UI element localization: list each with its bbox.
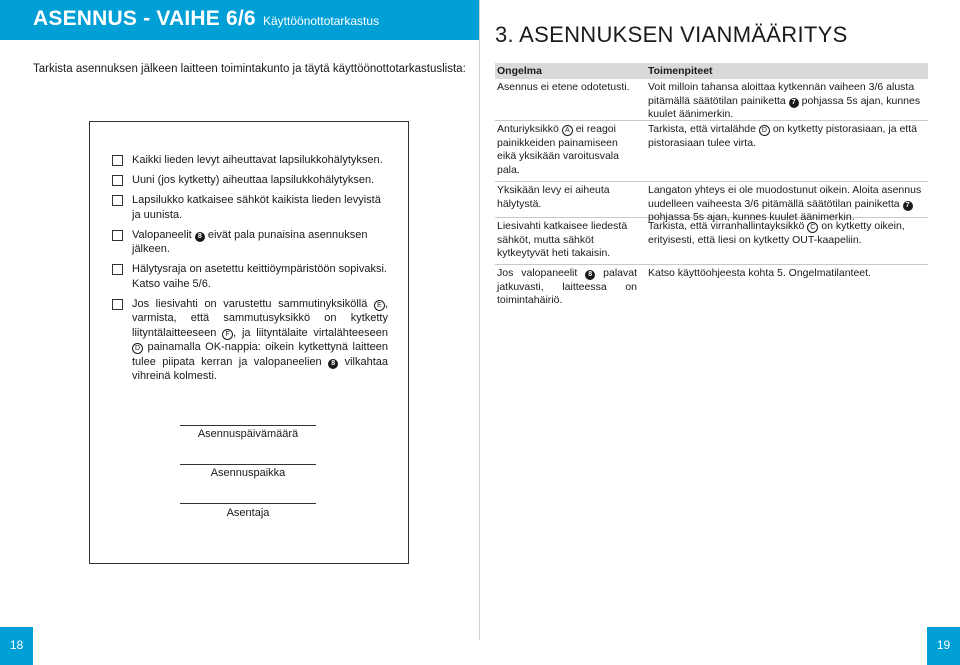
checkbox[interactable]: [112, 264, 123, 275]
action-cell: [648, 123, 928, 150]
number-7-badge-icon: 7: [789, 98, 799, 108]
problem-text: Liesivahti katkaisee liedestä sähköt, mutta sähköt kytkeytyvät heti takaisin.: [497, 220, 628, 259]
check-item: [112, 297, 388, 384]
action-text: Tarkista, että virtalähde: [648, 123, 756, 135]
action-text: Katso käyttöohjeesta kohta 5. Ongelmatilanteet.: [648, 267, 871, 279]
action-text: Langaton yhteys ei ole muodostunut oikein. Aloita asennus uudelleen vaiheesta 3/6 pitämällä säätötilan painiketta: [648, 184, 922, 210]
letter-f-badge-icon: F: [222, 329, 233, 340]
checkbox[interactable]: [112, 230, 123, 241]
footer-bar-left: [0, 627, 33, 665]
troubleshooting-table: [495, 63, 928, 310]
date-label: Asennuspäivämäärä: [197, 428, 299, 440]
problem-text: Yksikään levy ei aiheuta hälytystä.: [497, 184, 610, 210]
problem-text: ei reagoi painikkeiden painamiseen eikä yksikään varoitusvala pala.: [497, 123, 619, 176]
letter-e-badge-icon: E: [374, 300, 385, 311]
place-label: Asennuspaikka: [210, 467, 286, 479]
page-title: ASENNUS - VAIHE 6/6: [33, 7, 256, 30]
checkbox[interactable]: [112, 195, 123, 206]
action-cell: [648, 81, 928, 122]
action-text: Tarkista, että virranhallintayksikkö: [648, 220, 805, 232]
number-7-badge-icon: 7: [903, 201, 913, 211]
check-item-text: Jos liesivahti on varustettu sammutinyksiköllä: [132, 297, 368, 310]
check-item-text: Valopaneelit: [132, 228, 192, 241]
header-bar: [0, 0, 479, 40]
check-item: [112, 173, 388, 188]
column-header-actions: Toimenpiteet: [648, 65, 713, 77]
action-text: pohjassa 5s ajan, kunnes kuulet äänimerkin.: [648, 211, 855, 223]
signature-line[interactable]: [180, 503, 316, 504]
letter-d-badge-icon: D: [759, 125, 770, 136]
action-text: on kytketty oikein, erityisesti, että liesi on kytketty OUT-kaapeliin.: [648, 220, 905, 246]
number-8-badge-icon: 8: [328, 359, 338, 369]
action-text: pohjassa 5s ajan, kunnes kuulet äänimerkin.: [648, 94, 921, 120]
checklist: [112, 153, 388, 389]
table-header: [495, 63, 928, 79]
checkbox[interactable]: [112, 155, 123, 166]
checkbox[interactable]: [112, 175, 123, 186]
problem-text: palavat jatkuvasti, laitteessa on toimintahäiriö.: [497, 267, 637, 306]
signature-line[interactable]: [180, 464, 316, 465]
check-item: [112, 193, 388, 222]
problem-cell: [497, 81, 637, 95]
intro-text: Tarkista asennuksen jälkeen laitteen toimintakunto ja täytä käyttöönottotarkastuslista:: [33, 63, 466, 75]
problem-text: Anturiyksikkö: [497, 123, 559, 135]
number-8-badge-icon: 8: [585, 270, 595, 280]
check-item-text: Kaikki lieden levyt aiheuttavat lapsilukkohälytyksen.: [132, 154, 383, 166]
table-row: [495, 79, 928, 121]
check-item-text: eivät pala punaisina asennuksen jälkeen.: [132, 228, 368, 255]
page-divider: [479, 0, 480, 640]
action-cell: [648, 267, 928, 281]
problem-cell: [497, 123, 637, 177]
letter-d-badge-icon: D: [132, 343, 143, 354]
check-item-text: , ja liityntälaite virtalähteeseen: [233, 326, 389, 339]
page-number-left: 18: [9, 638, 24, 652]
letter-a-badge-icon: A: [562, 125, 573, 136]
action-cell: [648, 220, 928, 247]
column-header-problem: Ongelma: [497, 65, 542, 77]
problem-text: Asennus ei etene odotetusti.: [497, 81, 630, 93]
table-row: [495, 265, 928, 310]
signature-line[interactable]: [180, 425, 316, 426]
number-8-badge-icon: 8: [195, 232, 205, 242]
problem-cell: [497, 267, 637, 308]
check-item: [112, 262, 388, 291]
check-item-text: , varmista, että sammutusyksikkö on kytketty liityntälaitteeseen: [132, 297, 389, 339]
check-item-text: Uuni (jos kytketty) aiheuttaa lapsilukkohälytyksen.: [132, 174, 375, 186]
check-item-text: vilkahtaa vihreinä kolmesti.: [132, 355, 389, 382]
footer-bar-right: [927, 627, 960, 665]
problem-text: Jos valopaneelit: [497, 267, 578, 279]
table-row: [495, 218, 928, 265]
page-number-right: 19: [936, 638, 951, 652]
checkbox[interactable]: [112, 299, 123, 310]
check-item-text: Lapsilukko katkaisee sähköt kaikista lieden levyistä ja uunista.: [132, 194, 381, 221]
problem-cell: [497, 184, 637, 211]
check-item-text: painamalla OK-nappia: oikein kytkettynä laitteen tulee piipata kerran ja valopaneelien: [132, 341, 388, 368]
check-item: [112, 153, 388, 168]
check-item: [112, 228, 388, 257]
letter-c-badge-icon: C: [807, 222, 818, 233]
check-item-text: Hälytysraja on asetettu keittiöympäristöön sopivaksi. Katso vaihe 5/6.: [132, 263, 387, 290]
action-text: on kytketty pistorasiaan, ja että pistorasiaan tulee virta.: [648, 123, 917, 149]
installer-label: Asentaja: [226, 507, 270, 519]
problem-cell: [497, 220, 637, 261]
section-title: 3. ASENNUKSEN VIANMÄÄRITYS: [495, 22, 848, 47]
action-text: Voit milloin tahansa aloittaa kytkennän vaiheen 3/6 alusta pitämällä säätötilan painiketta: [648, 81, 915, 107]
page-subtitle: Käyttöönottotarkastus: [263, 14, 380, 28]
table-row: [495, 182, 928, 223]
table-row: [495, 121, 928, 182]
